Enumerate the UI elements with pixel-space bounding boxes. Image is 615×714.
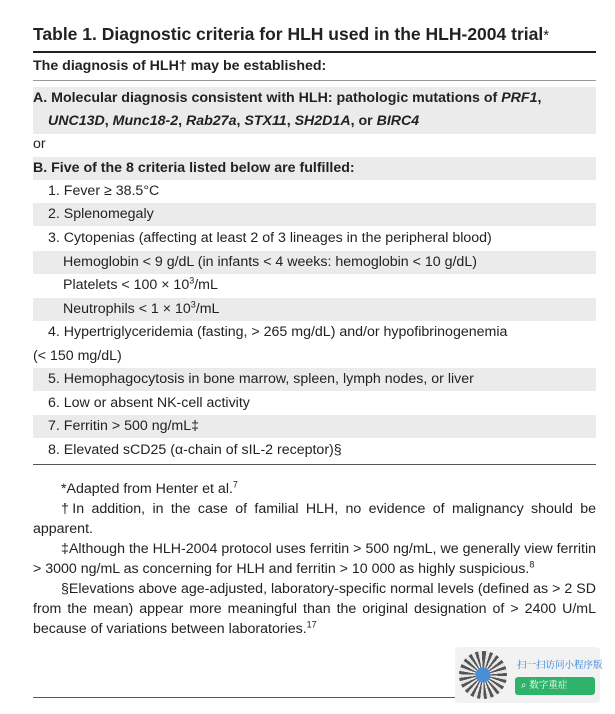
footnote-adapted: *Adapted from Henter et al.$^7$ — [61, 479, 238, 497]
table-title — [33, 24, 549, 45]
criterion-3: 3. Cytopenias (affecting at least 2 of 3 lineages in the peripheral blood) — [48, 230, 492, 246]
criterion-3-platelets: Platelets < $100 \times 10^3/mL$ — [63, 275, 218, 293]
watermark-search-button[interactable]: ⌕ 数字重症 — [515, 677, 595, 695]
gene-stx11: STX11 — [244, 113, 287, 129]
criterion-b: B. Five of the 8 criteria listed below are fulfilled: — [33, 157, 596, 180]
footnote-ferritin: ‡Although the HLH-2004 protocol uses ferritin > 500 ng/mL, we generally view ferritin > 3000 ng/mL as concerning for HLH and ferritin > 10 000 as highly suspicious.$^8$ — [33, 541, 596, 577]
criterion-a: A. Molecular diagnosis consistent with HLH: pathologic mutations of PRF1, UNC13D, Munc18-2, Rab27a, STX11, SH2D1A, or BIRC4 — [33, 87, 596, 134]
qr-code-icon — [459, 651, 507, 699]
table-header: The diagnosis of HLH† may be established: — [33, 58, 327, 74]
search-icon: ⌕ — [521, 680, 527, 691]
or-label: or — [33, 136, 46, 152]
gene-prf1: PRF1 — [501, 90, 538, 106]
gene-birc4: BIRC4 — [376, 113, 420, 129]
footnote-familial: †In addition, in the case of familial HLH, no evidence of malignancy should be apparent. — [33, 501, 596, 537]
criterion-5: 5. Hemophagocytosis in bone marrow, spleen, lymph nodes, or liver — [33, 368, 596, 391]
criterion-2: 2. Splenomegaly — [33, 203, 596, 226]
criterion-7: 7. Ferritin > 500 ng/mL‡ — [33, 415, 596, 438]
top-rule — [33, 51, 596, 53]
header-rule — [33, 80, 596, 81]
footnote-scd25: §Elevations above age-adjusted, laboratory-specific normal levels (defined as > 2 SD from the mean) appear more meaningful than the original designation of > 2400 U/mL because of variations between laboratories.$^{17}$ — [33, 581, 596, 637]
gene-sh2d1a: SH2D1A — [294, 113, 351, 129]
criterion-4-continued: (< 150 mg/dL) — [33, 348, 122, 364]
gene-rab27a: Rab27a — [185, 113, 237, 129]
criterion-3-hemoglobin: Hemoglobin < 9 g/dL (in infants < 4 weeks: hemoglobin < 10 g/dL) — [33, 251, 596, 274]
table-title-text: Table 1. Diagnostic criteria for HLH used in the HLH-2004 trial — [33, 24, 544, 44]
table-footnotes — [33, 479, 596, 639]
criterion-1: 1. Fever ≥ 38.5°C — [48, 183, 160, 199]
gene-unc13d: UNC13D — [48, 113, 105, 129]
criterion-6: 6. Low or absent NK-cell activity — [48, 395, 250, 411]
title-footnote-marker: * — [543, 27, 550, 44]
watermark-caption: 扫一扫访问小程序版 — [517, 660, 603, 671]
gene-munc18-2: Munc18-2 — [112, 113, 179, 129]
table-bottom-rule — [33, 464, 596, 465]
criterion-4: 4. Hypertriglyceridemia (fasting, > 265 mg/dL) and/or hypofibrinogenemia — [48, 324, 508, 340]
criterion-8: 8. Elevated sCD25 (α-chain of sIL-2 receptor)§ — [48, 442, 342, 458]
mini-program-watermark[interactable] — [455, 647, 603, 703]
criterion-3-neutrophils: Neutrophils < $1 \times 10^3/mL$ — [33, 298, 596, 321]
